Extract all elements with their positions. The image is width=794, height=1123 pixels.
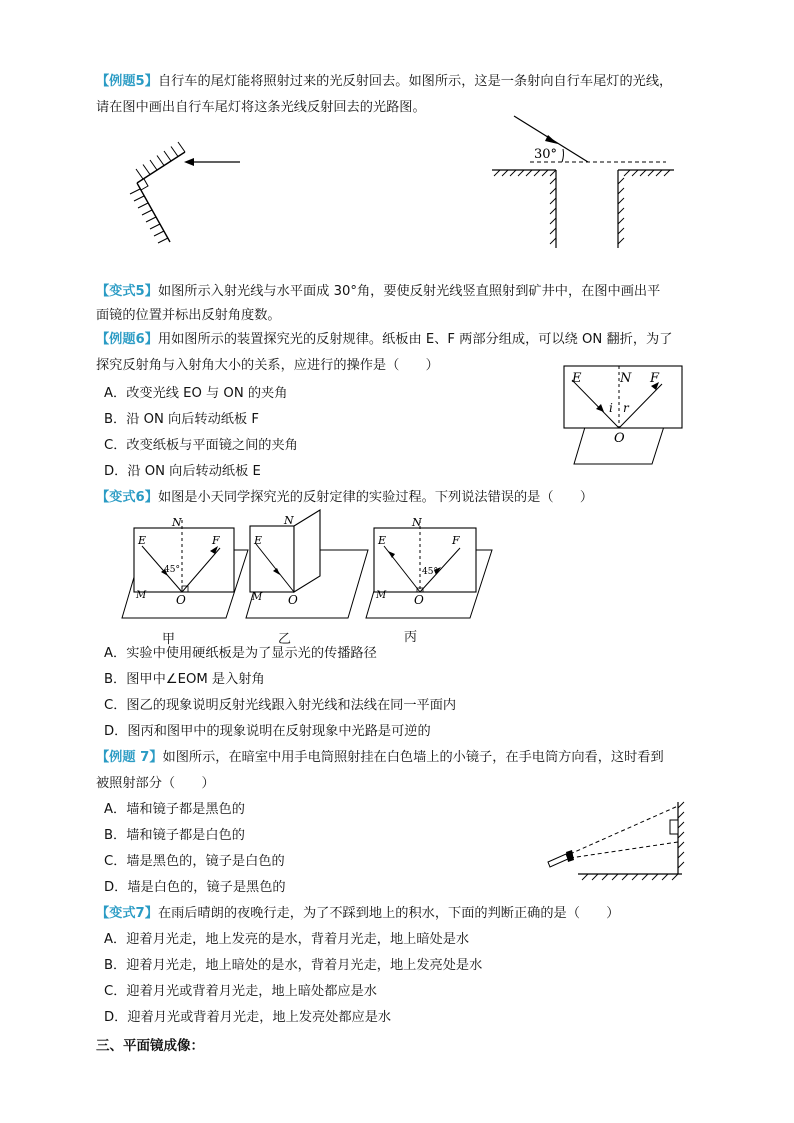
label-e: E xyxy=(572,371,582,386)
var5-tag: 【变式5】 xyxy=(96,284,158,299)
jia-label-m: M xyxy=(136,590,147,601)
var7-line1: 【变式7】在雨后晴朗的夜晚行走，为了不踩到地上的积水，下面的判断正确的是（ ） xyxy=(96,906,620,921)
var5-line1: 【变式5】如图所示入射光线与水平面成 30°角，要使反射光线竖直照射到矿井中，在图中画出平 xyxy=(96,284,661,299)
var6-option-c: C．图乙的现象说明反射光线跟入射光线和法线在同一平面内 xyxy=(104,698,457,713)
bing-label-m: M xyxy=(376,590,387,601)
jia-label-angle: 45° xyxy=(164,565,180,575)
ex7-line1: 【例题 7】如图所示，在暗室中用手电筒照射挂在白色墙上的小镜子，在手电筒方向看，这时看到 xyxy=(96,750,664,765)
var6-line1: 【变式6】如图是小天同学探究光的反射定律的实验过程。下列说法错误的是（ ） xyxy=(96,490,594,505)
mine-shaft-figure xyxy=(490,112,680,252)
ex7-option-c: C．墙是黑色的，镜子是白色的 xyxy=(104,854,285,869)
ex7-option-d: D．墙是白色的，镜子是黑色的 xyxy=(104,880,286,895)
var6-option-d: D．图丙和图甲中的现象说明在反射现象中光路是可逆的 xyxy=(104,724,431,739)
ex7-option-a: A．墙和镜子都是黑色的 xyxy=(104,802,245,817)
var5-line2: 面镜的位置并标出反射角度数。 xyxy=(96,308,281,323)
yi-label-n: N xyxy=(284,514,294,527)
jia-label-e: E xyxy=(138,534,147,547)
jia-label-o: O xyxy=(176,593,186,607)
bing-label-n: N xyxy=(412,516,422,529)
yi-label-o: O xyxy=(288,593,298,607)
ex6-option-d: D．沿 ON 向后转动纸板 E xyxy=(104,464,261,479)
figure-bing xyxy=(364,514,494,624)
label-i: i xyxy=(609,401,613,415)
caption-jia: 甲 xyxy=(162,632,176,647)
var6-tag: 【变式6】 xyxy=(96,490,158,505)
ex6-option-a: A．改变光线 EO 与 ON 的夹角 xyxy=(104,386,288,401)
label-f: F xyxy=(650,371,660,386)
ex6-option-c: C．改变纸板与平面镜之间的夹角 xyxy=(104,438,298,453)
bing-label-e: E xyxy=(378,534,387,547)
ex6-tag: 【例题6】 xyxy=(96,332,158,347)
var7-option-c: C．迎着月光或背着月光走，地上暗处都应是水 xyxy=(104,984,377,999)
ex7-line2: 被照射部分（ ） xyxy=(96,776,215,791)
var6-option-b: B．图甲中∠EOM 是入射角 xyxy=(104,672,265,687)
ex5-tag: 【例题5】 xyxy=(96,74,158,89)
section-heading: 三、平面镜成像： xyxy=(96,1038,204,1054)
bing-label-angle: 45° xyxy=(422,567,438,577)
yi-label-m: M xyxy=(252,592,263,603)
caption-bing: 丙 xyxy=(404,630,418,645)
ex7-tag: 【例题 7】 xyxy=(96,750,163,765)
ex6-option-b: B．沿 ON 向后转动纸板 F xyxy=(104,412,259,427)
label-o: O xyxy=(614,431,625,446)
ex6-line1: 【例题6】用如图所示的装置探究光的反射规律。纸板由 E、F 两部分组成，可以绕 ON 翻折，为了 xyxy=(96,332,673,347)
var7-option-d: D．迎着月光或背着月光走，地上发亮处都应是水 xyxy=(104,1010,392,1025)
angle-30-label: 30° xyxy=(534,147,558,162)
figure-yi xyxy=(244,508,374,618)
var7-tag: 【变式7】 xyxy=(96,906,158,921)
jia-label-n: N xyxy=(172,516,182,529)
figure-jia xyxy=(120,514,250,624)
ex5-line2: 请在图中画出自行车尾灯将这条光线反射回去的光路图。 xyxy=(96,100,426,115)
ex6-line2: 探究反射角与入射角大小的关系，应进行的操作是（ ） xyxy=(96,358,439,373)
var7-option-b: B．迎着月光走，地上暗处的是水，背着月光走，地上发亮处是水 xyxy=(104,958,483,973)
yi-label-e: E xyxy=(254,534,263,547)
label-n: N xyxy=(620,371,632,386)
ex5-line1: 【例题5】自行车的尾灯能将照射过来的光反射回去。如图所示，这是一条射向自行车尾灯的光线， xyxy=(96,74,673,89)
caption-yi: 乙 xyxy=(278,632,292,647)
var6-option-a: A．实验中使用硬纸板是为了显示光的传播路径 xyxy=(104,646,377,661)
reflection-board-figure xyxy=(552,360,702,470)
bing-label-o: O xyxy=(414,593,424,607)
var7-option-a: A．迎着月光走，地上发亮的是水，背着月光走，地上暗处是水 xyxy=(104,932,470,947)
ex7-option-b: B．墙和镜子都是白色的 xyxy=(104,828,245,843)
flashlight-mirror-figure xyxy=(542,798,692,878)
tail-light-figure xyxy=(100,138,260,258)
jia-label-f: F xyxy=(212,534,220,547)
label-r: r xyxy=(623,401,629,415)
bing-label-f: F xyxy=(452,534,460,547)
